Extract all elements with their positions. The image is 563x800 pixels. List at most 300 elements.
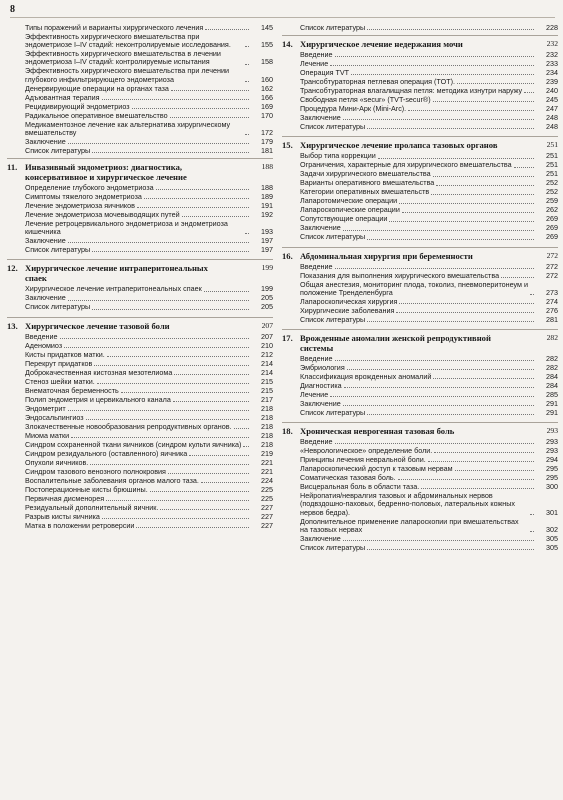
dot-leader [343, 230, 534, 231]
toc-entry-page: 302 [546, 524, 558, 534]
toc-chapter [282, 39, 558, 131]
toc-entry-page: 233 [546, 59, 558, 69]
toc-entry[interactable] [282, 518, 558, 534]
dot-leader [182, 216, 249, 217]
chapter-separator [282, 136, 558, 137]
toc-entry-page: 291 [546, 408, 558, 418]
toc-column-left [7, 24, 273, 535]
toc-entry-title: Нейропатия/невралгия тазовых и абдоминальных нервов (подвздошно-паховых, бедренно-половых, латеральных кожных нервов бедра). [300, 491, 516, 517]
chapter-separator [282, 35, 558, 36]
toc-entry[interactable] [282, 78, 558, 86]
toc-entry[interactable] [7, 396, 273, 404]
toc-entry[interactable] [282, 438, 558, 446]
toc-entry[interactable] [282, 544, 558, 552]
toc-entry[interactable] [282, 447, 558, 455]
chapter-number: 17. [282, 333, 293, 344]
toc-entry[interactable] [282, 316, 558, 324]
toc-entry-page: 224 [261, 475, 273, 485]
toc-entry-page: 210 [261, 340, 273, 350]
toc-entry-title: Хирургическое лечение интраперитонеальных спаек [25, 284, 202, 294]
toc-entry[interactable] [7, 121, 273, 137]
toc-entry-title: Синдром сохраненной ткани яичников (синдром культи яичника) [25, 439, 242, 449]
toc-entry[interactable] [7, 405, 273, 413]
toc-entry-page: 259 [546, 196, 558, 206]
dot-leader [330, 396, 534, 397]
toc-entry[interactable] [282, 233, 558, 241]
toc-entry[interactable] [7, 378, 273, 386]
toc-entry-page: 214 [261, 367, 273, 377]
toc-entry-page: 218 [261, 412, 273, 422]
toc-entry-page: 251 [546, 160, 558, 170]
toc-entry-page: 269 [546, 214, 558, 224]
toc-entry-title: Соматическая тазовая боль. [300, 473, 396, 483]
toc-entry-title: Дополнительное применение лапароскопии при вмешательствах на тазовых нервах [300, 516, 519, 534]
toc-entry-title: Заключение [300, 113, 341, 123]
toc-entry-title: Введение [300, 437, 333, 447]
toc-entry-page: 284 [546, 372, 558, 382]
toc-entry-page: 199 [261, 284, 273, 294]
toc-entry-page: 227 [261, 511, 273, 521]
toc-entry[interactable] [7, 342, 273, 350]
toc-entry-title: Рецидивирующий эндометриоз [25, 101, 130, 111]
toc-entry[interactable] [282, 474, 558, 482]
toc-entry[interactable] [7, 294, 273, 302]
toc-entry-title: Операция TVT [300, 68, 350, 78]
chapter-heading[interactable] [7, 321, 273, 331]
toc-entry-title: Список литературы [25, 145, 91, 155]
toc-entry-title: Медикаментозное лечение как альтернатива хирургическому вмешательству [25, 119, 231, 137]
toc-entry-page: 215 [261, 385, 273, 395]
top-rule [10, 17, 555, 18]
dot-leader [367, 549, 534, 550]
toc-entry[interactable] [7, 504, 273, 512]
dot-leader [132, 108, 249, 109]
toc-entry[interactable] [282, 483, 558, 491]
toc-entry-title: Сопутствующие операции [300, 214, 388, 224]
dot-leader [156, 189, 249, 190]
toc-entry-title: Общая анестезия, мониторинг плода, токолиз, пневмоперитонеум и положение Тренделенбурга [300, 279, 529, 297]
toc-entry-page: 239 [546, 77, 558, 87]
chapter-heading[interactable] [282, 333, 558, 353]
chapter-number: 18. [282, 426, 293, 437]
toc-entry[interactable] [7, 459, 273, 467]
dot-leader [245, 233, 249, 234]
toc-entry-title: Свободная петля «secur» (TVT-secur®) [300, 95, 431, 105]
toc-entry[interactable] [282, 215, 558, 223]
toc-entry-title: Аденомиоз [25, 340, 63, 350]
toc-entry-title: Лапароскопический доступ к тазовым нервам [300, 464, 453, 474]
dot-leader [64, 347, 249, 348]
toc-entry-page: 221 [261, 457, 273, 467]
toc-entry-page: 218 [261, 421, 273, 431]
toc-entry-title: Процедура Мини-Арк (Mini-Arc). [300, 104, 407, 114]
toc-entry-page: 272 [546, 261, 558, 271]
toc-entry-title: Разрыв кисты яичника [25, 511, 100, 521]
toc-entry[interactable] [282, 161, 558, 169]
toc-entry[interactable] [282, 87, 558, 95]
toc-entry-page: 158 [261, 57, 273, 67]
dot-leader [245, 81, 249, 82]
toc-entry-title: Полип эндометрия и цервикального канала [25, 394, 171, 404]
toc-entry[interactable] [282, 307, 558, 315]
toc-entry-page: 227 [261, 520, 273, 530]
chapter-separator [7, 158, 273, 159]
toc-entry-title: Синдром тазового венозного полнокровия [25, 466, 166, 476]
toc-entry-page: 197 [261, 245, 273, 255]
dot-leader [433, 176, 534, 177]
chapter-number: 13. [7, 320, 18, 331]
toc-entry[interactable] [282, 298, 558, 306]
dot-leader [344, 387, 534, 388]
toc-entry[interactable] [7, 387, 273, 395]
toc-entry-page: 181 [261, 145, 273, 155]
toc-entry-page: 300 [546, 482, 558, 492]
dot-leader [347, 369, 534, 370]
toc-entry-title: Заключение [300, 533, 341, 543]
toc-entry-page: 262 [546, 205, 558, 215]
toc-entry[interactable] [282, 535, 558, 543]
toc-chapter [7, 263, 273, 311]
toc-chapter [282, 333, 558, 417]
toc-entry[interactable] [7, 522, 273, 530]
toc-entry[interactable] [282, 206, 558, 214]
toc-entry[interactable] [282, 123, 558, 131]
chapter-page: 207 [261, 320, 273, 330]
toc-entry[interactable] [282, 281, 558, 297]
toc-entry[interactable] [282, 69, 558, 77]
toc-entry[interactable] [7, 94, 273, 102]
toc-entry[interactable] [282, 197, 558, 205]
chapter-separator [282, 422, 558, 423]
toc-entry[interactable] [282, 224, 558, 232]
toc-entry-page: 282 [546, 363, 558, 373]
toc-entry[interactable] [7, 33, 273, 49]
toc-entry[interactable] [7, 333, 273, 341]
toc-entry-page: 205 [261, 302, 273, 312]
dot-leader [367, 239, 534, 240]
dot-leader [171, 90, 249, 91]
dot-leader [173, 401, 249, 402]
toc-entry-title: Категории оперативных вмешательств [300, 187, 430, 197]
toc-entry-page: 172 [261, 127, 273, 137]
toc-entry[interactable] [282, 188, 558, 196]
toc-entry[interactable] [282, 263, 558, 271]
toc-entry-title: Эмбриология [300, 363, 345, 373]
toc-entry-title: Матка в положении ретроверсии [25, 520, 135, 530]
toc-entry[interactable] [282, 170, 558, 178]
toc-entry[interactable] [282, 24, 558, 32]
toc-entry-page: 284 [546, 381, 558, 391]
toc-entry-title: Висцеральная боль в области таза. [300, 482, 420, 492]
toc-entry[interactable] [282, 272, 558, 280]
toc-entry-title: Хирургические заболевания [300, 305, 395, 315]
toc-entry-title: Введение [300, 50, 333, 60]
dot-leader [170, 117, 249, 118]
toc-entry[interactable] [7, 285, 273, 293]
dot-leader [68, 143, 249, 144]
chapter-separator [7, 317, 273, 318]
toc-entry[interactable] [282, 456, 558, 464]
toc-entry[interactable] [7, 495, 273, 503]
dot-leader [335, 443, 534, 444]
toc-entry[interactable] [7, 303, 273, 311]
toc-entry[interactable] [7, 423, 273, 431]
toc-entry[interactable] [7, 184, 273, 192]
toc-entry[interactable] [7, 360, 273, 368]
dot-leader [205, 29, 249, 30]
toc-entry[interactable] [7, 103, 273, 111]
toc-entry[interactable] [7, 450, 273, 458]
dot-leader [150, 491, 249, 492]
toc-entry-page: 273 [546, 287, 558, 297]
toc-entry[interactable] [7, 486, 273, 494]
toc-entry-title: Эффективность хирургического вмешательства в лечении эндометриоза I–IV стадий: контролируемые испытания [25, 49, 221, 67]
toc-entry-page: 225 [261, 493, 273, 503]
toc-entry[interactable] [282, 382, 558, 390]
toc-entry[interactable] [282, 409, 558, 417]
toc-entry-title: Диагностика [300, 381, 342, 391]
chapter-page: 272 [546, 250, 558, 260]
toc-entry-page: 227 [261, 502, 273, 512]
toc-entry-title: Лечение [300, 59, 329, 69]
chapter-heading[interactable] [282, 251, 558, 261]
chapter-separator [282, 329, 558, 330]
toc-entry[interactable] [282, 355, 558, 363]
chapter-number: 14. [282, 39, 293, 50]
chapter-heading[interactable] [282, 39, 558, 49]
toc-entry[interactable] [7, 477, 273, 485]
toc-entry[interactable] [7, 138, 273, 146]
toc-entry-page: 197 [261, 236, 273, 246]
dot-leader [234, 428, 249, 429]
toc-entry[interactable] [7, 441, 273, 449]
dot-leader [501, 277, 534, 278]
toc-entry-title: Эффективность хирургического вмешательства при лечении глубокого инфильтрирующего эндометриоза [25, 66, 230, 84]
toc-entry-page: 191 [261, 201, 273, 211]
toc-entry[interactable] [7, 351, 273, 359]
toc-entry-title: Заключение [25, 236, 66, 246]
dot-leader [530, 531, 534, 532]
toc-entry[interactable] [282, 373, 558, 381]
dot-leader [378, 158, 534, 159]
toc-entry-title: Воспалительные заболевания органов малого таза. [25, 475, 199, 485]
toc-entry-page: 251 [546, 169, 558, 179]
toc-entry-page: 248 [546, 113, 558, 123]
chapter-page: 199 [261, 263, 273, 273]
toc-entry-page: 272 [546, 270, 558, 280]
chapter-title: Инвазивный эндометриоз: диагностика, консервативное и хирургическое лечение [25, 162, 187, 183]
dot-leader [455, 470, 534, 471]
dot-leader [107, 356, 249, 357]
toc-entry-title: Лапаротомические операции [300, 196, 398, 206]
toc-entry-page: 166 [261, 92, 273, 102]
dot-leader [530, 294, 534, 295]
toc-entry-page: 252 [546, 187, 558, 197]
toc-entry-page: 217 [261, 394, 273, 404]
toc-entry-title: Миома матки [25, 430, 70, 440]
dot-leader [433, 378, 534, 379]
toc-entry-page: 305 [546, 533, 558, 543]
toc-entry-page: 305 [546, 542, 558, 552]
toc-entry-title: Заключение [25, 136, 66, 146]
dot-leader [367, 128, 534, 129]
dot-leader [434, 452, 534, 453]
toc-entry-title: Стеноз шейки матки. [25, 376, 95, 386]
dot-leader [457, 83, 534, 84]
toc-entry-page: 221 [261, 466, 273, 476]
toc-entry-title: Список литературы [25, 245, 91, 255]
toc-entry-title: Список литературы [300, 122, 366, 132]
toc-entry-title: Список литературы [300, 542, 366, 552]
toc-entry-page: 293 [546, 446, 558, 456]
toc-entry-title: Список литературы [300, 232, 366, 242]
toc-entry-page: 301 [546, 507, 558, 517]
toc-entry[interactable] [7, 237, 273, 245]
toc-entry-page: 240 [546, 86, 558, 96]
dot-leader [433, 101, 534, 102]
dot-leader [102, 99, 249, 100]
dot-leader [121, 392, 249, 393]
dot-leader [330, 65, 534, 66]
dot-leader [144, 198, 249, 199]
chapter-heading[interactable] [7, 162, 273, 182]
chapter-heading[interactable] [282, 140, 558, 150]
chapter-page: 232 [546, 39, 558, 49]
dot-leader [398, 479, 534, 480]
chapter-page: 293 [546, 426, 558, 436]
toc-entry-page: 276 [546, 305, 558, 315]
toc-entry[interactable] [282, 114, 558, 122]
toc-entry[interactable] [282, 96, 558, 104]
toc-entry-page: 228 [546, 23, 558, 32]
dot-leader [160, 509, 249, 510]
toc-entry-title: Показания для выполнения хирургического вмешательства [300, 270, 500, 280]
toc-entry-title: Синдром резидуального (оставленного) яичника [25, 448, 188, 458]
toc-entry[interactable] [7, 468, 273, 476]
toc-entry-title: Классификация врожденных аномалий [300, 372, 432, 382]
toc-entry-title: Список литературы [300, 23, 366, 32]
toc-entry[interactable] [282, 152, 558, 160]
toc-entry-title: Список литературы [25, 302, 91, 312]
toc-entry-title: «Неврологическое» определение боли. [300, 446, 433, 456]
toc-entry[interactable] [282, 364, 558, 372]
toc-entry[interactable] [282, 400, 558, 408]
dot-leader [421, 488, 534, 489]
toc-entry-page: 162 [261, 83, 273, 93]
toc-entry-page: 214 [261, 358, 273, 368]
toc-entry-title: Эндометрит [25, 403, 66, 413]
dot-leader [168, 473, 249, 474]
toc-entry-page: 193 [261, 227, 273, 237]
toc-entry[interactable] [7, 147, 273, 155]
toc-entry[interactable] [282, 60, 558, 68]
dot-leader [396, 312, 534, 313]
toc-entry-title: Внематочная беременность [25, 385, 119, 395]
chapter-number: 11. [7, 162, 18, 173]
chapter-heading[interactable] [7, 263, 273, 283]
toc-entry-title: Симптомы тяжелого эндометриоза [25, 192, 142, 202]
dot-leader [335, 56, 534, 57]
toc-entry[interactable] [7, 193, 273, 201]
toc-entry-page: 281 [546, 314, 558, 324]
toc-entry-page: 274 [546, 296, 558, 306]
toc-entry-title: Введение [25, 331, 58, 341]
toc-entry-title: Перекрут придатков [25, 358, 93, 368]
toc-entry-title: Доброкачественная кистозная мезотелиома [25, 367, 173, 377]
toc-entry-title: Постоперационные кисты брюшины. [25, 484, 148, 494]
toc-entry-page: 215 [261, 376, 273, 386]
dot-leader [343, 119, 534, 120]
toc-entry[interactable] [7, 202, 273, 210]
dot-leader [399, 203, 534, 204]
toc-entry[interactable] [7, 85, 273, 93]
dot-leader [68, 300, 249, 301]
toc-entry[interactable] [282, 51, 558, 59]
toc-entry-title: Эффективность хирургического вмешательства при эндометриозе I–IV стадий: неконтролируемые исследования. [25, 32, 231, 50]
toc-entry[interactable] [7, 246, 273, 254]
toc-entry[interactable] [7, 24, 273, 32]
toc-entry-page: 293 [546, 437, 558, 447]
dot-leader [351, 74, 534, 75]
toc-entry[interactable] [7, 67, 273, 83]
chapter-title: Абдоминальная хирургия при беременности [300, 250, 473, 261]
chapter-heading[interactable] [282, 426, 558, 436]
toc-entry[interactable] [7, 432, 273, 440]
dot-leader [68, 242, 249, 243]
toc-entry[interactable] [7, 414, 273, 422]
dot-leader [86, 419, 249, 420]
toc-entry-page: 205 [261, 293, 273, 303]
toc-entry-title: Определение глубокого эндометриоза [25, 183, 154, 193]
toc-entry[interactable] [7, 112, 273, 120]
dot-leader [514, 167, 534, 168]
toc-entry[interactable] [282, 179, 558, 187]
toc-entry-page: 207 [261, 331, 273, 341]
toc-entry-title: Денервирующие операции на органах таза [25, 83, 169, 93]
chapter-number: 16. [282, 250, 293, 261]
toc-entry-page: 212 [261, 349, 273, 359]
dot-leader [94, 365, 249, 366]
toc-entry-page: 189 [261, 192, 273, 202]
toc-entry[interactable] [7, 50, 273, 66]
chapter-page: 282 [546, 333, 558, 343]
toc-entry-title: Принципы лечения невральной боли. [300, 455, 426, 465]
dot-leader [92, 152, 249, 153]
toc-entry-title: Адъювантная терапия [25, 92, 100, 102]
dot-leader [245, 46, 249, 47]
toc-entry[interactable] [7, 211, 273, 219]
dot-leader [71, 437, 249, 438]
toc-entry-page: 225 [261, 484, 273, 494]
toc-entry[interactable] [282, 465, 558, 473]
toc-entry-page: 232 [546, 50, 558, 60]
toc-entry-page: 247 [546, 104, 558, 114]
dot-leader [399, 303, 534, 304]
toc-entry-page: 169 [261, 101, 273, 111]
chapter-number: 12. [7, 263, 18, 274]
toc-entry[interactable] [282, 391, 558, 399]
toc-entry-page: 188 [261, 183, 273, 193]
toc-entry[interactable] [282, 105, 558, 113]
toc-entry[interactable] [282, 492, 558, 517]
toc-entry[interactable] [7, 513, 273, 521]
toc-entry[interactable] [7, 369, 273, 377]
toc-chapter [282, 426, 558, 552]
dot-leader [343, 405, 534, 406]
toc-entry-page: 294 [546, 455, 558, 465]
toc-entry-title: Трансобтураторная петлевая операция (TOT). [300, 77, 456, 87]
toc-entry[interactable] [7, 220, 273, 236]
